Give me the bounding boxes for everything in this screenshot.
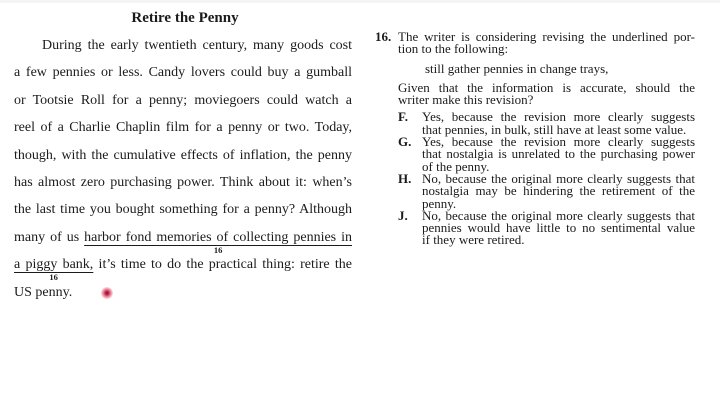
passage-text: the last time you bought something for a penny? Although: [14, 202, 352, 218]
passage-title: Retire the Penny: [131, 10, 239, 26]
answer-options: [398, 111, 695, 246]
page-top-edge: [0, 0, 720, 3]
option-letter: J.: [398, 207, 408, 223]
option-text-line: that nostalgia is unrelated to the purchasing power: [422, 146, 695, 162]
underlined-portion: harbor fond memories of collecting pennies in 16: [84, 229, 352, 255]
answer-option: [398, 111, 695, 136]
underlined-portion: a piggy bank, 16: [14, 257, 94, 283]
passage-line: [14, 169, 352, 196]
answer-option: [398, 207, 695, 248]
underline-number-label: 16: [49, 272, 58, 283]
passage-line: [14, 114, 352, 141]
underline-number-label: 16: [213, 244, 223, 255]
option-text-line: Yes, because the revision more clearly suggests: [422, 109, 695, 125]
option-text-line: No, because the original more clearly suggests that: [422, 170, 695, 186]
question-16: [375, 31, 695, 247]
question-followup: [398, 79, 695, 108]
answer-option: [398, 170, 695, 211]
passage-text: US penny.: [14, 284, 73, 300]
option-text: [422, 136, 695, 173]
question-column: [375, 31, 695, 247]
passage-text: though, with the cumulative effects of inflation, the penny: [14, 147, 352, 163]
option-text-line: if they were retired.: [422, 232, 525, 248]
passage-line: [14, 196, 352, 223]
question-followup-line: Given that the information is accurate, should the: [398, 79, 695, 95]
question-number: 16.: [375, 29, 392, 44]
passage-text: a few pennies or less. Candy lovers could buy a gumball: [14, 65, 352, 81]
option-text-line: pennies would have little to no sentimental value: [422, 220, 695, 236]
passage-text: many of us: [14, 229, 85, 245]
option-text-line: of the penny.: [422, 158, 490, 174]
passage-line: [14, 87, 352, 114]
question-body: [398, 31, 695, 247]
option-text: [422, 170, 695, 211]
question-stem-line: The writer is considering revising the underlined por-: [398, 29, 695, 44]
option-text-line: penny.: [422, 195, 457, 211]
passage-text: it’s time to do the practical thing: retire the: [93, 257, 352, 273]
passage-line: [14, 142, 352, 169]
laser-pointer-dot: [101, 287, 113, 299]
passage-text: During the early twentieth century, many goods cost: [42, 38, 352, 53]
passage-line: [14, 251, 352, 283]
option-letter: H.: [398, 170, 412, 186]
passage-text: has almost zero purchasing power. Think about it: when’s: [14, 174, 352, 190]
passage-column: [14, 8, 352, 306]
option-text-line: nostalgia may be hindering the retirement of the: [422, 183, 695, 199]
option-text: [422, 111, 695, 136]
question-followup-line: writer make this revision?: [398, 92, 534, 108]
option-text-line: Yes, because the revision more clearly suggests: [422, 134, 695, 150]
passage-line: [14, 32, 352, 59]
question-stem-line: tion to the following:: [398, 41, 509, 57]
passage-text: or Tootsie Roll for a penny; moviegoers could watch a: [14, 92, 352, 108]
passage-line: [14, 59, 352, 86]
answer-option: [398, 136, 695, 173]
question-stem: [398, 31, 695, 56]
passage-text: reel of a Charlie Chaplin film for a penny or two. Today,: [14, 120, 352, 136]
option-text-line: No, because the original more clearly suggests that: [422, 207, 695, 223]
option-text-line: that pennies, in bulk, still have at least some value.: [422, 121, 687, 137]
option-text: [422, 207, 695, 248]
revision-quote: still gather pennies in change trays,: [425, 60, 609, 76]
passage-line: [14, 224, 352, 255]
option-letter: G.: [398, 134, 412, 150]
passage-line: [14, 279, 352, 306]
option-letter: F.: [398, 109, 408, 125]
passage-body: [14, 32, 352, 306]
